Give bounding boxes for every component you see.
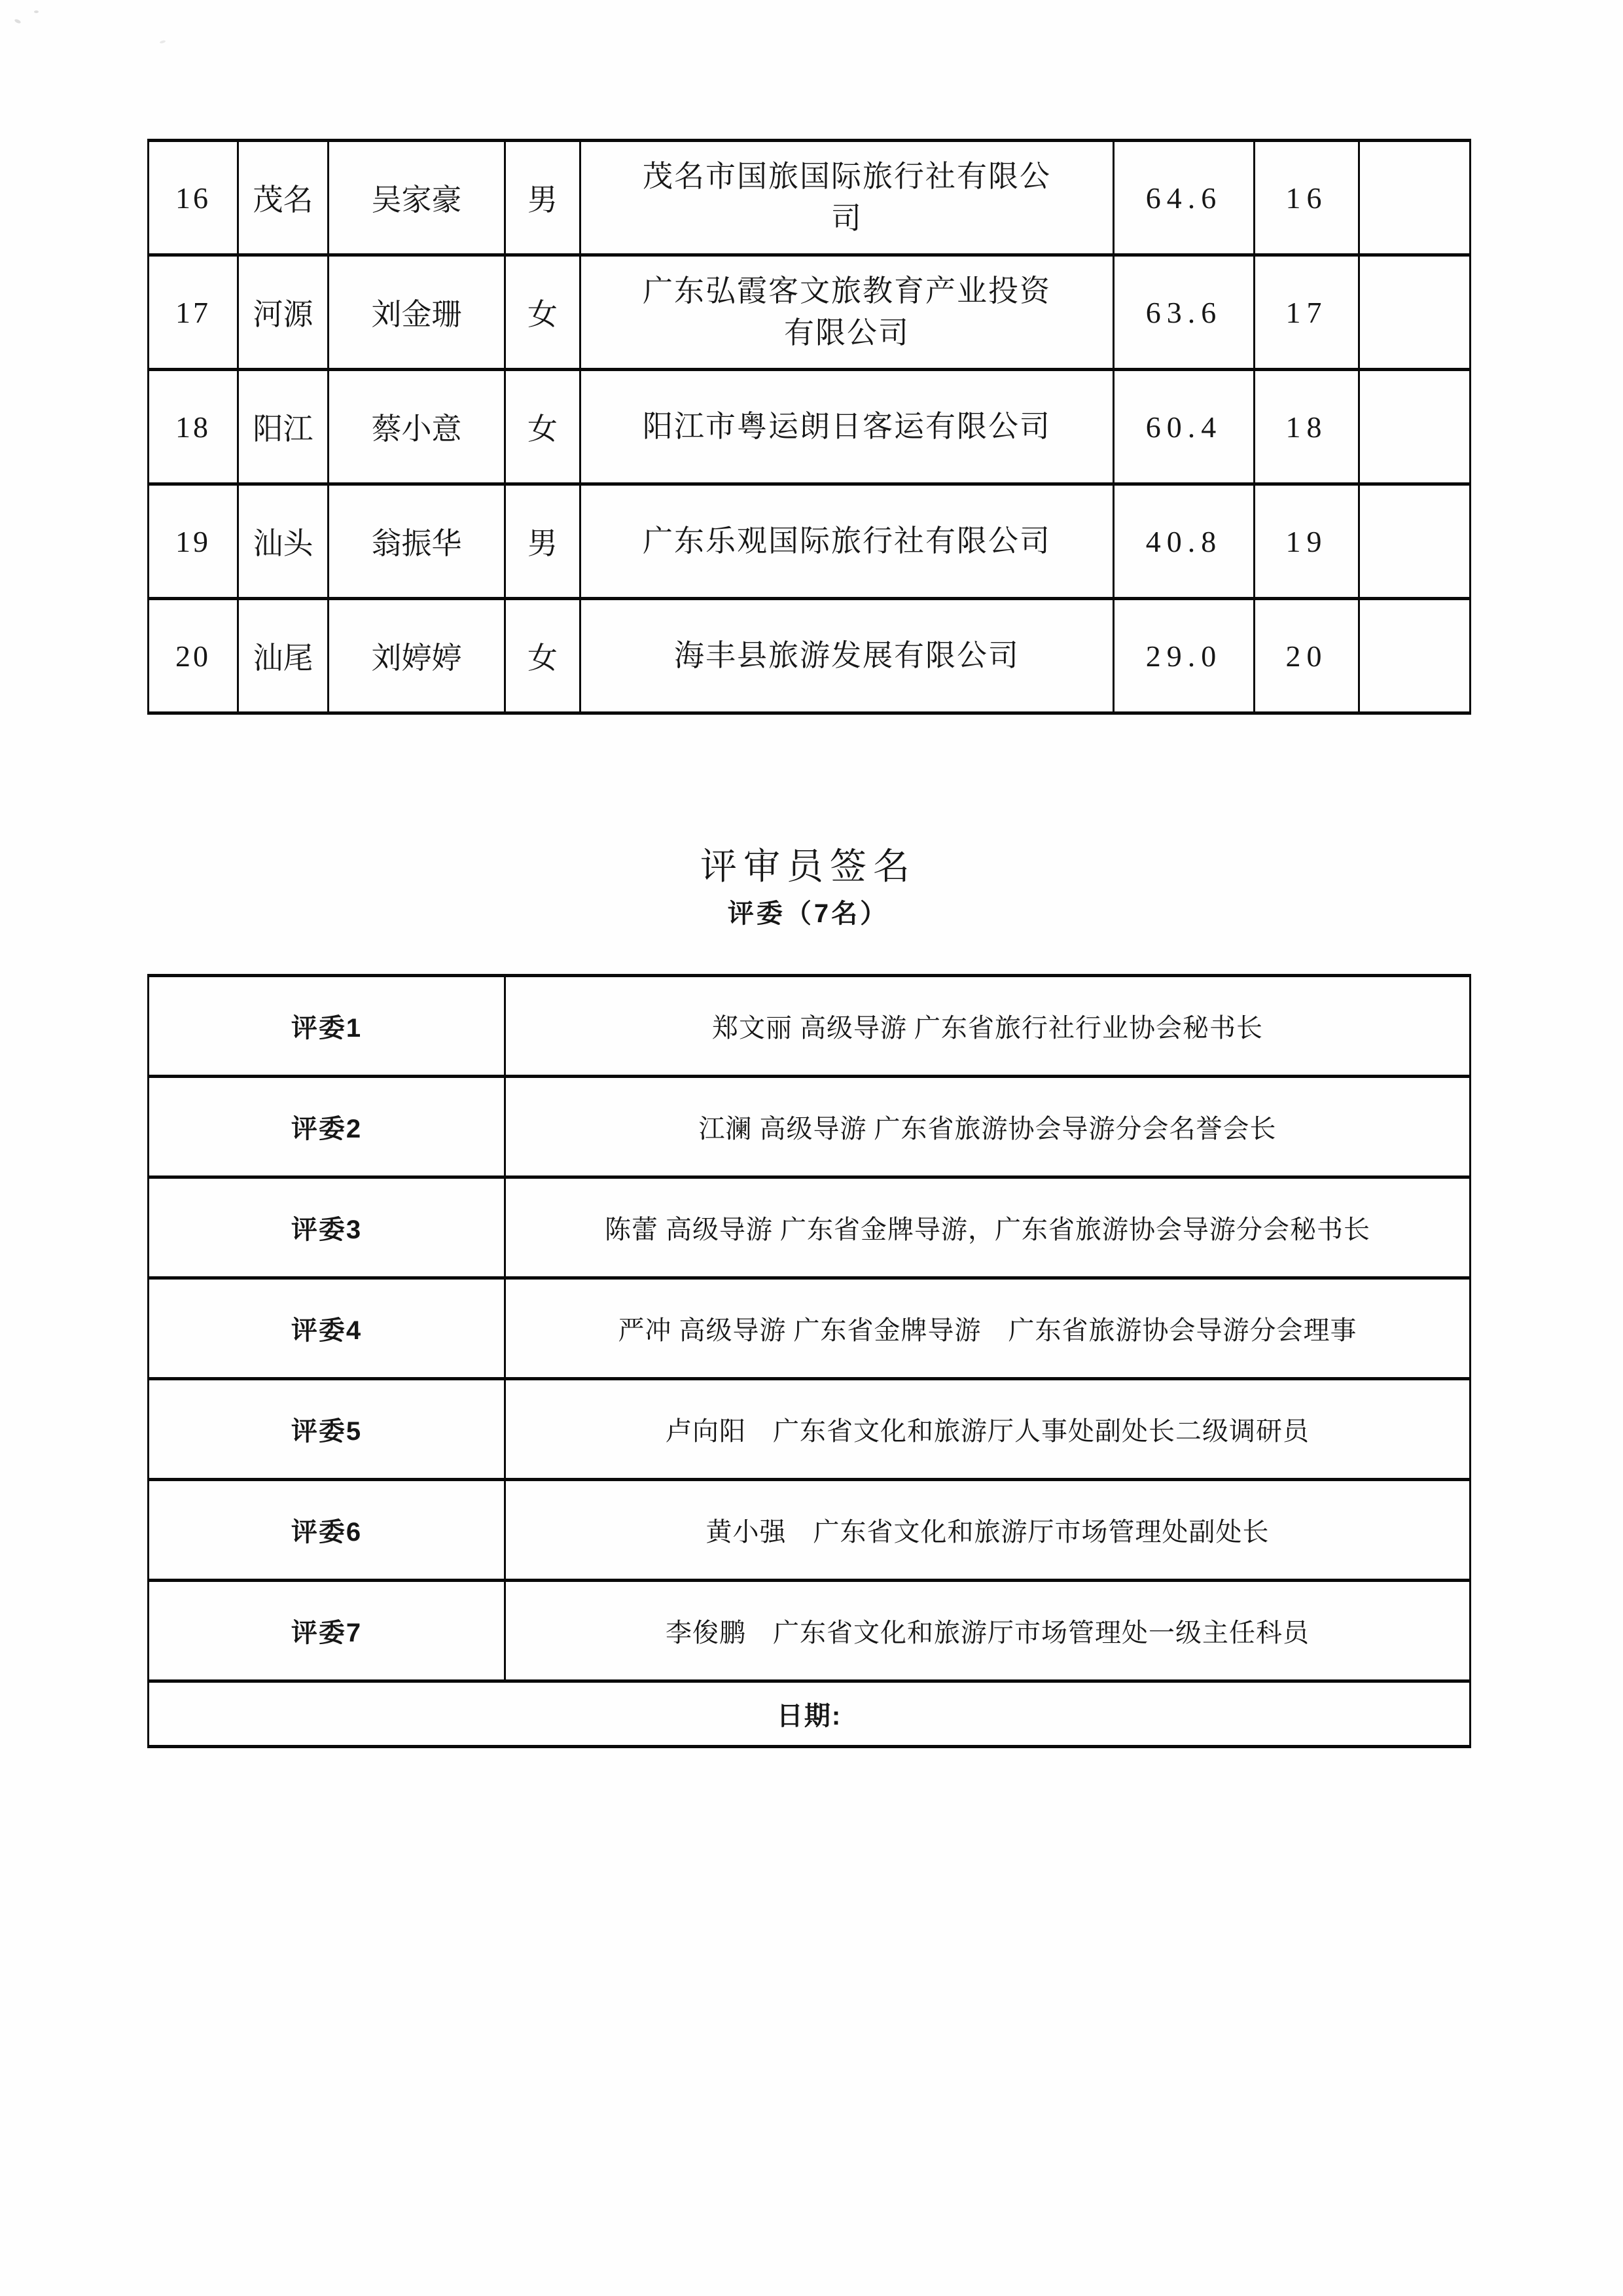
cell-gender: 男 xyxy=(505,484,580,599)
judge-label: 评委1 xyxy=(149,976,505,1077)
table-row xyxy=(149,370,1471,484)
cell-row-number: 20 xyxy=(149,599,238,713)
page-title: 评审员签名 xyxy=(700,847,916,888)
cell-company: 广东乐观国际旅行社有限公司 xyxy=(580,484,1114,599)
cell-row-number: 17 xyxy=(149,255,238,370)
cell-name: 吴家豪 xyxy=(329,141,505,255)
cell-company: 阳江市粤运朗日客运有限公司 xyxy=(580,370,1114,484)
cell-note-empty xyxy=(1359,370,1471,484)
results-table xyxy=(147,139,1471,715)
table-row xyxy=(149,255,1471,370)
table-row xyxy=(149,599,1471,713)
cell-note-empty xyxy=(1359,484,1471,599)
cell-score: 40.8 xyxy=(1114,484,1255,599)
judge-row xyxy=(149,1278,1471,1379)
judge-label: 评委2 xyxy=(149,1077,505,1177)
cell-rank: 19 xyxy=(1255,484,1359,599)
cell-city: 阳江 xyxy=(238,370,329,484)
cell-name: 刘金珊 xyxy=(329,255,505,370)
judge-row xyxy=(149,1177,1471,1278)
cell-company: 茂名市国旅国际旅行社有限公司 xyxy=(580,141,1114,255)
cell-score: 63.6 xyxy=(1114,255,1255,370)
cell-note-empty xyxy=(1359,599,1471,713)
judge-row xyxy=(149,1379,1471,1480)
scan-artifact xyxy=(160,40,166,44)
cell-rank: 17 xyxy=(1255,255,1359,370)
scan-artifact xyxy=(34,10,39,13)
cell-rank: 16 xyxy=(1255,141,1359,255)
judges-table xyxy=(147,974,1471,1748)
cell-note-empty xyxy=(1359,141,1471,255)
judge-description: 陈蕾 高级导游 广东省金牌导游，广东省旅游协会导游分会秘书长 xyxy=(505,1177,1471,1278)
cell-note-empty xyxy=(1359,255,1471,370)
cell-name: 蔡小意 xyxy=(329,370,505,484)
cell-rank: 20 xyxy=(1255,599,1359,713)
judge-description: 卢向阳 广东省文化和旅游厅人事处副处长二级调研员 xyxy=(505,1379,1471,1480)
cell-gender: 女 xyxy=(505,255,580,370)
judge-label: 评委6 xyxy=(149,1480,505,1581)
cell-row-number: 18 xyxy=(149,370,238,484)
cell-score: 29.0 xyxy=(1114,599,1255,713)
judge-row xyxy=(149,976,1471,1077)
judge-description: 李俊鹏 广东省文化和旅游厅市场管理处一级主任科员 xyxy=(505,1581,1471,1681)
cell-name: 翁振华 xyxy=(329,484,505,599)
judge-row xyxy=(149,1581,1471,1681)
cell-gender: 男 xyxy=(505,141,580,255)
cell-score: 60.4 xyxy=(1114,370,1255,484)
cell-gender: 女 xyxy=(505,370,580,484)
cell-rank: 18 xyxy=(1255,370,1359,484)
cell-city: 河源 xyxy=(238,255,329,370)
judge-description: 江澜 高级导游 广东省旅游协会导游分会名誉会长 xyxy=(505,1077,1471,1177)
cell-company: 海丰县旅游发展有限公司 xyxy=(580,599,1114,713)
judge-label: 评委5 xyxy=(149,1379,505,1480)
cell-gender: 女 xyxy=(505,599,580,713)
cell-city: 汕头 xyxy=(238,484,329,599)
cell-score: 64.6 xyxy=(1114,141,1255,255)
cell-row-number: 16 xyxy=(149,141,238,255)
cell-row-number: 19 xyxy=(149,484,238,599)
table-row xyxy=(149,141,1471,255)
cell-city: 茂名 xyxy=(238,141,329,255)
judges-count-subtitle: 评委（7名） xyxy=(727,899,889,928)
cell-company: 广东弘霞客文旅教育产业投资有限公司 xyxy=(580,255,1114,370)
judge-description: 郑文丽 高级导游 广东省旅行社行业协会秘书长 xyxy=(505,976,1471,1077)
judge-row xyxy=(149,1077,1471,1177)
cell-city: 汕尾 xyxy=(238,599,329,713)
judge-row xyxy=(149,1480,1471,1581)
scan-artifact xyxy=(14,18,21,24)
judge-label: 评委3 xyxy=(149,1177,505,1278)
cell-name: 刘婷婷 xyxy=(329,599,505,713)
judge-description: 黄小强 广东省文化和旅游厅市场管理处副处长 xyxy=(505,1480,1471,1581)
judge-description: 严冲 高级导游 广东省金牌导游 广东省旅游协会导游分会理事 xyxy=(505,1278,1471,1379)
judge-label: 评委7 xyxy=(149,1581,505,1681)
date-label: 日期: xyxy=(149,1681,1471,1747)
judge-label: 评委4 xyxy=(149,1278,505,1379)
table-row xyxy=(149,484,1471,599)
date-row xyxy=(149,1681,1471,1747)
